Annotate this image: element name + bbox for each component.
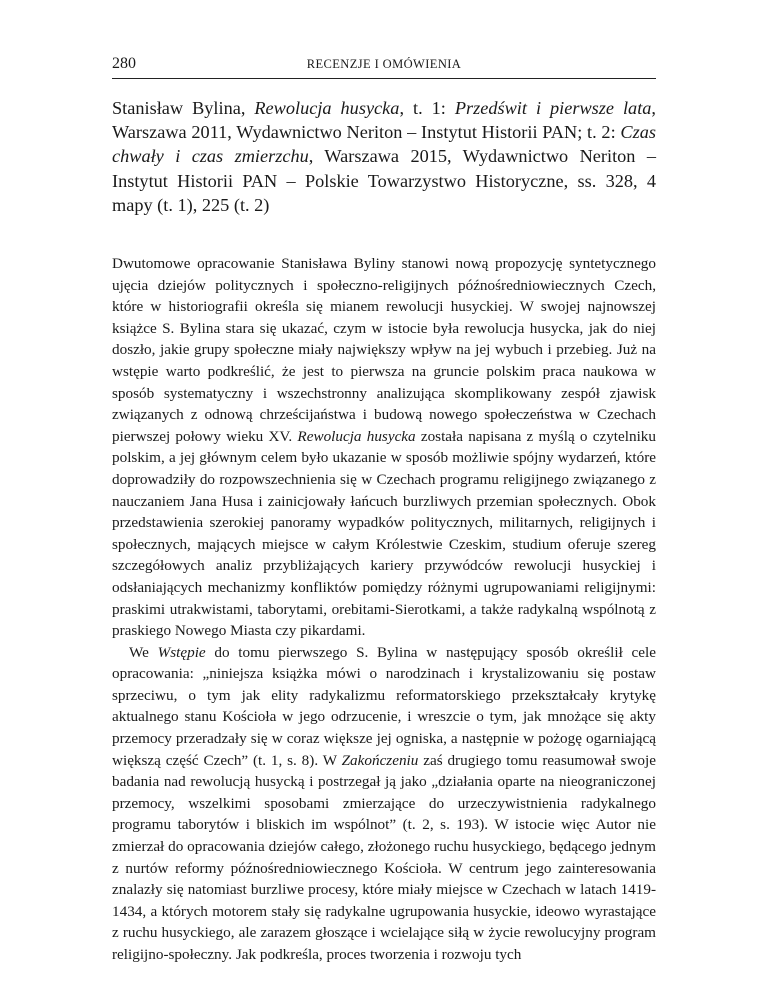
page-number: 280: [112, 55, 136, 72]
paragraph-1-text-b: została napisana z myślą o czytelniku polskim, a jej głównym celem było ukazanie w sposób możliwie spójny wydarzeń, które doprowadziły do rozpowszechnienia się w Czechach programu religijnego związanego z nauczaniem Jana Husa i zainicjowały łańcuch burzliwych przemian społecznych. Obok przedstawienia szerokiej panoramy wypadków politycznych, militarnych, religijnych i społecznych, mających miejsce w całym Królestwie Czeskim, studium oferuje szereg szczegółowych analiz przybliżających kariery przywódców rewolucji husyckiej i odsłaniających mechanizmy konfliktów pomiędzy różnymi ugrupowaniami religijnymi: praskimi utrakwistami, taborytami, orebitami-Sierotkami, a także radykalną wspólnotą z praskiego Nowego Miasta czy pikardami.: [112, 427, 656, 640]
citation-volume2-title: Czas chwały i czas zmierzchu: [112, 122, 656, 167]
paragraph-2-text-b: do tomu pierwszego S. Bylina w następujący sposób określił cele opracowania: „niniejsza książka mówi o narodzinach i krystalizowaniu się postaw sprzeciwu, o tym jak elity radykalizmu reformatorskiego przekształcały krytykę aktualnego stanu Kościoła w jego odrzucenie, i wreszcie o tym, jak mnożące się akty przemocy przeradzały się w coraz większe jej ogniska, a następnie w pożogę ogarniającą większą część Czech” (t. 1, s. 8). W: [112, 643, 656, 769]
paragraph-1: [112, 253, 656, 642]
bibliographic-citation: [112, 96, 656, 217]
paragraph-1-book-title: Rewolucja husycka: [297, 427, 416, 445]
citation-series-title: Rewolucja husycka: [254, 98, 400, 118]
paragraph-2-text-c: zaś drugiego tomu reasumował swoje badania nad rewolucją husycką i postrzegał ją jako „działania oparte na nieograniczonej przemocy, wszelkimi sposobami zmierzające do urzeczywistnienia radykalnego programu taborytów i bliskich im wspólnot” (t. 2, s. 193). W istocie więc Autor nie zmierzał do opracowania dziejów całego, złożonego ruchu husyckiego, będącego jednym z nurtów reformy późnośredniowiecznego Kościoła. W centrum jego zainteresowania znalazły się natomiast burzliwe procesy, które miały miejsce w Czechach w latach 1419-1434, a których motorem stały się radykalne ugrupowania husyckie, ideowo wyrastające z ruchu husyckiego, ale zarazem głoszące i wcielające siłą w życie rewolucyjny program religijno-społeczny. Jak podkreśla, proces tworzenia i rozwoju tych: [112, 751, 656, 963]
paragraph-1-text-a: Dwutomowe opracowanie Stanisława Byliny stanowi nową propozycję syntetycznego ujęcia dziejów politycznych i społeczno-religijnych późnośredniowiecznych Czech, które w historiografii określa się mianem rewolucji husyckiej. W swojej najnowszej książce S. Bylina stara się ukazać, czym w istocie była rewolucja husycka, jak do niej doszło, jakie grupy społeczne miały największy wpływ na jej wybuch i przebieg. Już na wstępie warto podkreślić, że jest to pierwsza na gruncie polskim praca naukowa w sposób systematyczny i wszechstronny analizująca skomplikowany zespół zjawisk związanych z odnową chrześcijaństwa i budową nowego społeczeństwa w Czechach pierwszej połowy wieku XV.: [112, 255, 656, 445]
citation-volume1-title: Przedświt i pierwsze lata: [454, 98, 652, 118]
paragraph-2-wstep: Wstępie: [157, 643, 206, 661]
citation-volume1-publication: , Warszawa 2011, Wydawnictwo Neriton – Instytut Historii PAN; t. 2:: [112, 98, 656, 143]
paragraph-2-text-a: We: [129, 643, 158, 661]
section-title: RECENZJE I OMÓWIENIA: [306, 57, 462, 71]
citation-volume2-publication: , Warszawa 2015, Wydawnictwo Neriton – Instytut Historii PAN – Polskie Towarzystwo Historyczne, ss. 328, 4 mapy (t. 1), 225 (t. 2): [112, 146, 656, 215]
review-body: [112, 253, 656, 966]
citation-author: Stanisław Bylina,: [112, 98, 255, 118]
paragraph-2-zakonczenie: Zakończeniu: [341, 751, 419, 769]
running-header: [112, 54, 656, 79]
citation-volume1-prefix: , t. 1:: [399, 98, 455, 118]
paragraph-2: [112, 642, 656, 966]
